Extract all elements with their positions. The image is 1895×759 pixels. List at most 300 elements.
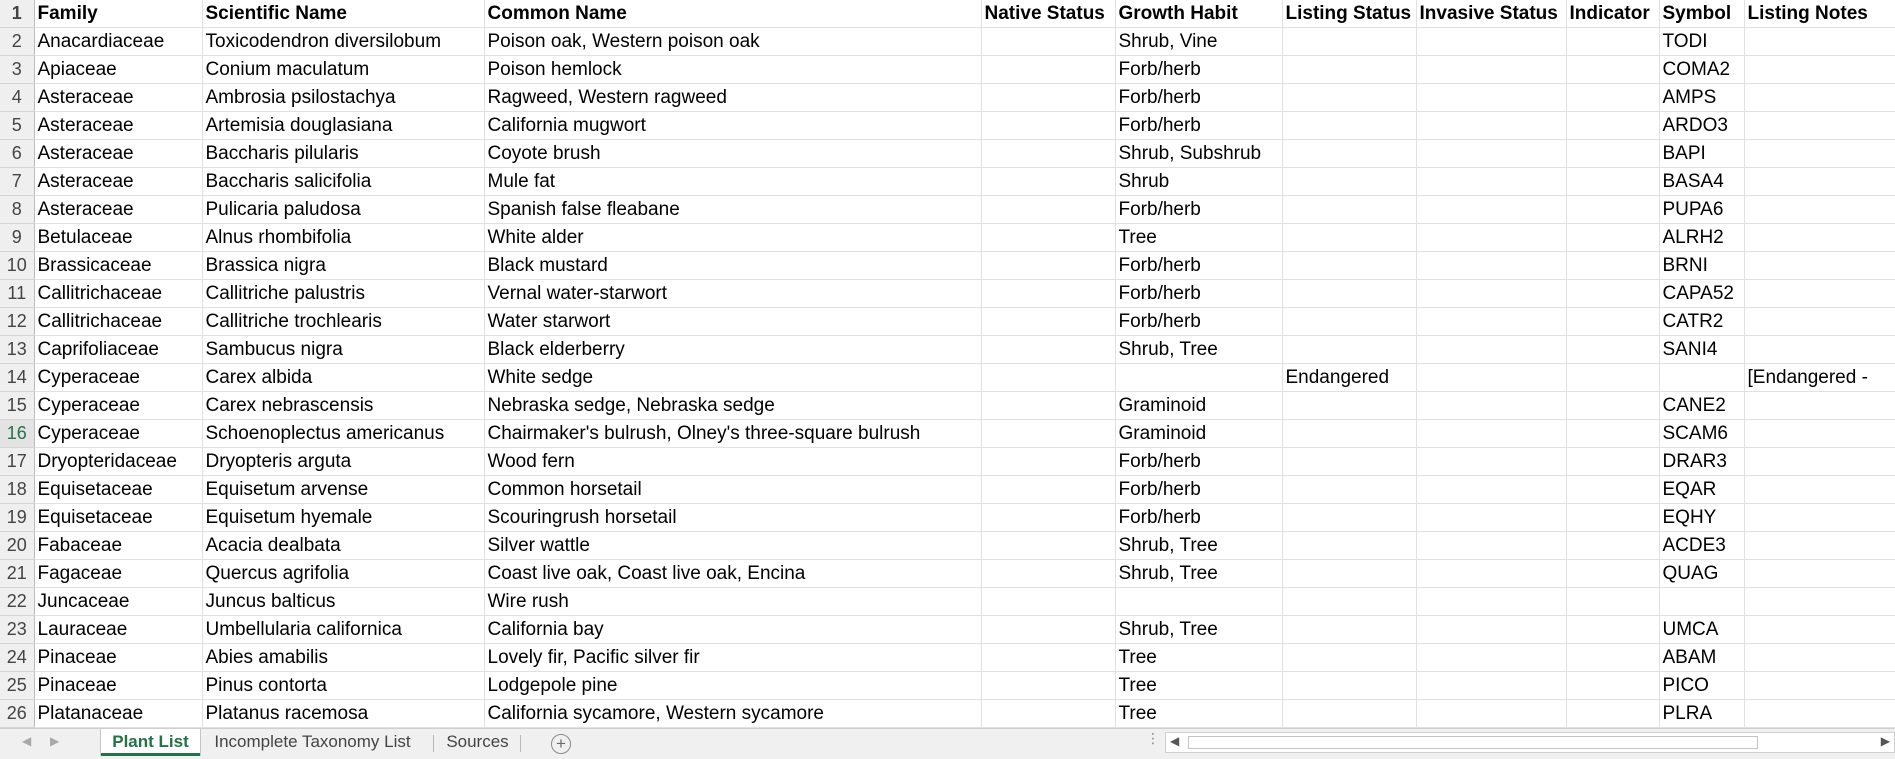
cell-listing-status[interactable]	[1282, 140, 1416, 168]
row-header[interactable]: 18	[0, 476, 34, 504]
cell-listing-notes[interactable]	[1744, 56, 1895, 84]
cell-common-name[interactable]: Wire rush	[484, 588, 981, 616]
cell-symbol[interactable]: BRNI	[1659, 252, 1744, 280]
cell-native-status[interactable]	[981, 644, 1115, 672]
cell-growth-habit[interactable]: Forb/herb	[1115, 448, 1282, 476]
cell-native-status[interactable]	[981, 448, 1115, 476]
cell-listing-status[interactable]	[1282, 308, 1416, 336]
row-header[interactable]: 3	[0, 56, 34, 84]
cell-family[interactable]: Lauraceae	[34, 616, 202, 644]
cell-indicator[interactable]	[1566, 672, 1659, 700]
cell-growth-habit[interactable]: Graminoid	[1115, 392, 1282, 420]
cell-listing-notes[interactable]	[1744, 588, 1895, 616]
cell-family[interactable]: Anacardiaceae	[34, 28, 202, 56]
cell-symbol[interactable]: UMCA	[1659, 616, 1744, 644]
row-header[interactable]: 11	[0, 280, 34, 308]
cell-invasive-status[interactable]	[1416, 168, 1566, 196]
cell-symbol[interactable]	[1659, 588, 1744, 616]
cell-family[interactable]: Pinaceae	[34, 672, 202, 700]
cell-indicator[interactable]	[1566, 168, 1659, 196]
cell-native-status[interactable]	[981, 336, 1115, 364]
cell-family[interactable]: Cyperaceae	[34, 420, 202, 448]
cell-common-name[interactable]: Mule fat	[484, 168, 981, 196]
row-header[interactable]: 13	[0, 336, 34, 364]
cell-family[interactable]: Equisetaceae	[34, 504, 202, 532]
cell-invasive-status[interactable]	[1416, 560, 1566, 588]
cell-invasive-status[interactable]	[1416, 140, 1566, 168]
cell-growth-habit[interactable]: Shrub, Subshrub	[1115, 140, 1282, 168]
cell-common-name[interactable]: California bay	[484, 616, 981, 644]
row-header[interactable]: 22	[0, 588, 34, 616]
cell-growth-habit[interactable]: Forb/herb	[1115, 280, 1282, 308]
cell-listing-status[interactable]	[1282, 84, 1416, 112]
cell-symbol[interactable]: CANE2	[1659, 392, 1744, 420]
sheet-tab-bar	[0, 728, 1895, 759]
cell-family[interactable]: Callitrichaceae	[34, 280, 202, 308]
previous-sheet-icon[interactable]: ◀	[22, 734, 32, 748]
cell-listing-status[interactable]	[1282, 224, 1416, 252]
cell-native-status[interactable]	[981, 476, 1115, 504]
cell-indicator[interactable]	[1566, 588, 1659, 616]
cell-growth-habit[interactable]: Shrub, Tree	[1115, 532, 1282, 560]
cell-listing-status[interactable]	[1282, 252, 1416, 280]
row-header[interactable]: 25	[0, 672, 34, 700]
cell-family[interactable]: Asteraceae	[34, 196, 202, 224]
cell-common-name[interactable]: Vernal water-starwort	[484, 280, 981, 308]
cell-listing-notes[interactable]	[1744, 700, 1895, 728]
cell-indicator[interactable]	[1566, 336, 1659, 364]
cell-listing-status[interactable]	[1282, 644, 1416, 672]
cell-growth-habit[interactable]: Shrub, Vine	[1115, 28, 1282, 56]
cell-common-name[interactable]: Ragweed, Western ragweed	[484, 84, 981, 112]
cell-indicator[interactable]	[1566, 448, 1659, 476]
cell-family[interactable]: Asteraceae	[34, 84, 202, 112]
cell-common-name[interactable]: Poison oak, Western poison oak	[484, 28, 981, 56]
cell-invasive-status[interactable]	[1416, 672, 1566, 700]
cell-indicator[interactable]	[1566, 532, 1659, 560]
cell-common-name[interactable]: Silver wattle	[484, 532, 981, 560]
column-header-growth-habit[interactable]: Growth Habit	[1115, 0, 1282, 28]
cell-listing-notes[interactable]	[1744, 280, 1895, 308]
column-header-scientific-name[interactable]: Scientific Name	[202, 0, 484, 28]
cell-scientific-name[interactable]: Pinus contorta	[202, 672, 484, 700]
cell-listing-notes[interactable]	[1744, 84, 1895, 112]
cell-symbol[interactable]: ABAM	[1659, 644, 1744, 672]
cell-invasive-status[interactable]	[1416, 448, 1566, 476]
cell-symbol[interactable]	[1659, 364, 1744, 392]
horizontal-scrollbar[interactable]	[1165, 732, 1895, 753]
row-header[interactable]: 16	[0, 420, 34, 448]
cell-listing-status[interactable]	[1282, 168, 1416, 196]
cell-scientific-name[interactable]: Ambrosia psilostachya	[202, 84, 484, 112]
cell-indicator[interactable]	[1566, 364, 1659, 392]
column-header-symbol[interactable]: Symbol	[1659, 0, 1744, 28]
cell-growth-habit[interactable]: Forb/herb	[1115, 84, 1282, 112]
row-header[interactable]: 26	[0, 700, 34, 728]
cell-indicator[interactable]	[1566, 224, 1659, 252]
cell-invasive-status[interactable]	[1416, 196, 1566, 224]
next-sheet-icon[interactable]: ▶	[50, 734, 60, 748]
row-header[interactable]: 23	[0, 616, 34, 644]
cell-common-name[interactable]: Common horsetail	[484, 476, 981, 504]
cell-growth-habit[interactable]: Shrub	[1115, 168, 1282, 196]
cell-scientific-name[interactable]: Acacia dealbata	[202, 532, 484, 560]
cell-listing-status[interactable]	[1282, 56, 1416, 84]
cell-native-status[interactable]	[981, 672, 1115, 700]
cell-invasive-status[interactable]	[1416, 224, 1566, 252]
cell-common-name[interactable]: Coyote brush	[484, 140, 981, 168]
cell-listing-notes[interactable]	[1744, 672, 1895, 700]
cell-listing-notes[interactable]	[1744, 168, 1895, 196]
cell-family[interactable]: Platanaceae	[34, 700, 202, 728]
cell-growth-habit[interactable]: Forb/herb	[1115, 252, 1282, 280]
cell-symbol[interactable]: EQAR	[1659, 476, 1744, 504]
cell-indicator[interactable]	[1566, 504, 1659, 532]
cell-growth-habit[interactable]: Forb/herb	[1115, 56, 1282, 84]
row-header[interactable]: 2	[0, 28, 34, 56]
row-header[interactable]: 10	[0, 252, 34, 280]
cell-common-name[interactable]: Black mustard	[484, 252, 981, 280]
cell-listing-status[interactable]	[1282, 420, 1416, 448]
cell-family[interactable]: Cyperaceae	[34, 364, 202, 392]
cell-invasive-status[interactable]	[1416, 532, 1566, 560]
cell-symbol[interactable]: TODI	[1659, 28, 1744, 56]
cell-listing-status[interactable]	[1282, 28, 1416, 56]
cell-family[interactable]: Brassicaceae	[34, 252, 202, 280]
tab-plant-list[interactable]: Plant List	[101, 729, 200, 756]
cell-listing-notes[interactable]	[1744, 252, 1895, 280]
cell-scientific-name[interactable]: Brassica nigra	[202, 252, 484, 280]
cell-native-status[interactable]	[981, 112, 1115, 140]
scroll-right-icon[interactable]: ▶	[1880, 734, 1890, 748]
cell-symbol[interactable]: BASA4	[1659, 168, 1744, 196]
cell-indicator[interactable]	[1566, 560, 1659, 588]
cell-indicator[interactable]	[1566, 644, 1659, 672]
cell-listing-notes[interactable]	[1744, 336, 1895, 364]
cell-growth-habit[interactable]: Forb/herb	[1115, 112, 1282, 140]
cell-symbol[interactable]: EQHY	[1659, 504, 1744, 532]
cell-scientific-name[interactable]: Abies amabilis	[202, 644, 484, 672]
cell-family[interactable]: Fabaceae	[34, 532, 202, 560]
cell-indicator[interactable]	[1566, 308, 1659, 336]
cell-family[interactable]: Juncaceae	[34, 588, 202, 616]
cell-family[interactable]: Pinaceae	[34, 644, 202, 672]
cell-family[interactable]: Asteraceae	[34, 168, 202, 196]
row-header[interactable]: 1	[0, 0, 34, 28]
cell-symbol[interactable]: CATR2	[1659, 308, 1744, 336]
cell-listing-notes[interactable]	[1744, 392, 1895, 420]
cell-native-status[interactable]	[981, 560, 1115, 588]
cell-listing-status[interactable]	[1282, 336, 1416, 364]
cell-common-name[interactable]: Nebraska sedge, Nebraska sedge	[484, 392, 981, 420]
cell-invasive-status[interactable]	[1416, 476, 1566, 504]
cell-native-status[interactable]	[981, 364, 1115, 392]
cell-listing-notes[interactable]	[1744, 196, 1895, 224]
cell-common-name[interactable]: Black elderberry	[484, 336, 981, 364]
cell-listing-notes[interactable]	[1744, 112, 1895, 140]
cell-listing-status[interactable]	[1282, 672, 1416, 700]
cell-scientific-name[interactable]: Equisetum arvense	[202, 476, 484, 504]
row-header[interactable]: 14	[0, 364, 34, 392]
cell-growth-habit[interactable]: Tree	[1115, 224, 1282, 252]
cell-indicator[interactable]	[1566, 84, 1659, 112]
cell-growth-habit[interactable]	[1115, 364, 1282, 392]
add-sheet-icon[interactable]: +	[551, 734, 571, 754]
cell-indicator[interactable]	[1566, 112, 1659, 140]
cell-growth-habit[interactable]: Tree	[1115, 700, 1282, 728]
cell-native-status[interactable]	[981, 252, 1115, 280]
cell-listing-status[interactable]	[1282, 476, 1416, 504]
tab-incomplete-taxonomy-list[interactable]: Incomplete Taxonomy List	[214, 732, 411, 751]
cell-scientific-name[interactable]: Dryopteris arguta	[202, 448, 484, 476]
cell-scientific-name[interactable]: Sambucus nigra	[202, 336, 484, 364]
cell-listing-notes[interactable]	[1744, 532, 1895, 560]
cell-invasive-status[interactable]	[1416, 112, 1566, 140]
cell-listing-status[interactable]	[1282, 392, 1416, 420]
cell-listing-notes[interactable]	[1744, 308, 1895, 336]
cell-common-name[interactable]: Water starwort	[484, 308, 981, 336]
cell-native-status[interactable]	[981, 280, 1115, 308]
cell-listing-notes[interactable]	[1744, 28, 1895, 56]
cell-growth-habit[interactable]: Shrub, Tree	[1115, 336, 1282, 364]
cell-growth-habit[interactable]	[1115, 588, 1282, 616]
cell-indicator[interactable]	[1566, 28, 1659, 56]
cell-invasive-status[interactable]	[1416, 252, 1566, 280]
cell-invasive-status[interactable]	[1416, 56, 1566, 84]
cell-listing-notes[interactable]	[1744, 224, 1895, 252]
cell-family[interactable]: Callitrichaceae	[34, 308, 202, 336]
cell-indicator[interactable]	[1566, 280, 1659, 308]
cell-indicator[interactable]	[1566, 252, 1659, 280]
cell-invasive-status[interactable]	[1416, 308, 1566, 336]
cell-growth-habit[interactable]: Shrub, Tree	[1115, 616, 1282, 644]
cell-growth-habit[interactable]: Tree	[1115, 644, 1282, 672]
cell-listing-notes[interactable]	[1744, 644, 1895, 672]
cell-listing-notes[interactable]: [Endangered -	[1744, 364, 1895, 392]
cell-common-name[interactable]: Lovely fir, Pacific silver fir	[484, 644, 981, 672]
row-header[interactable]: 12	[0, 308, 34, 336]
cell-growth-habit[interactable]: Forb/herb	[1115, 196, 1282, 224]
cell-scientific-name[interactable]: Umbellularia californica	[202, 616, 484, 644]
cell-symbol[interactable]: PUPA6	[1659, 196, 1744, 224]
tab-sources[interactable]: Sources	[446, 732, 509, 751]
cell-symbol[interactable]: PLRA	[1659, 700, 1744, 728]
cell-common-name[interactable]: Lodgepole pine	[484, 672, 981, 700]
cell-listing-status[interactable]: Endangered	[1282, 364, 1416, 392]
cell-listing-status[interactable]	[1282, 616, 1416, 644]
cell-indicator[interactable]	[1566, 420, 1659, 448]
cell-family[interactable]: Asteraceae	[34, 140, 202, 168]
cell-indicator[interactable]	[1566, 196, 1659, 224]
column-header-indicator[interactable]: Indicator	[1566, 0, 1659, 28]
cell-listing-status[interactable]	[1282, 112, 1416, 140]
cell-listing-status[interactable]	[1282, 700, 1416, 728]
cell-indicator[interactable]	[1566, 392, 1659, 420]
cell-scientific-name[interactable]: Carex nebrascensis	[202, 392, 484, 420]
cell-symbol[interactable]: COMA2	[1659, 56, 1744, 84]
cell-scientific-name[interactable]: Baccharis salicifolia	[202, 168, 484, 196]
cell-native-status[interactable]	[981, 28, 1115, 56]
cell-listing-status[interactable]	[1282, 448, 1416, 476]
cell-symbol[interactable]: SCAM6	[1659, 420, 1744, 448]
cell-common-name[interactable]: White sedge	[484, 364, 981, 392]
cell-family[interactable]: Fagaceae	[34, 560, 202, 588]
cell-symbol[interactable]: DRAR3	[1659, 448, 1744, 476]
cell-native-status[interactable]	[981, 588, 1115, 616]
cell-native-status[interactable]	[981, 140, 1115, 168]
cell-family[interactable]: Equisetaceae	[34, 476, 202, 504]
cell-invasive-status[interactable]	[1416, 280, 1566, 308]
column-header-listing-notes[interactable]: Listing Notes	[1744, 0, 1895, 28]
cell-scientific-name[interactable]: Artemisia douglasiana	[202, 112, 484, 140]
cell-listing-status[interactable]	[1282, 280, 1416, 308]
cell-native-status[interactable]	[981, 392, 1115, 420]
row-header[interactable]: 20	[0, 532, 34, 560]
cell-native-status[interactable]	[981, 308, 1115, 336]
cell-growth-habit[interactable]: Forb/herb	[1115, 504, 1282, 532]
cell-growth-habit[interactable]: Forb/herb	[1115, 476, 1282, 504]
cell-scientific-name[interactable]: Platanus racemosa	[202, 700, 484, 728]
cell-indicator[interactable]	[1566, 140, 1659, 168]
cell-invasive-status[interactable]	[1416, 336, 1566, 364]
cell-scientific-name[interactable]: Schoenoplectus americanus	[202, 420, 484, 448]
cell-native-status[interactable]	[981, 224, 1115, 252]
row-header[interactable]: 7	[0, 168, 34, 196]
cell-common-name[interactable]: California mugwort	[484, 112, 981, 140]
cell-growth-habit[interactable]: Forb/herb	[1115, 308, 1282, 336]
cell-native-status[interactable]	[981, 56, 1115, 84]
row-header[interactable]: 9	[0, 224, 34, 252]
row-header[interactable]: 24	[0, 644, 34, 672]
cell-scientific-name[interactable]: Alnus rhombifolia	[202, 224, 484, 252]
cell-listing-status[interactable]	[1282, 504, 1416, 532]
cell-listing-status[interactable]	[1282, 560, 1416, 588]
cell-listing-notes[interactable]	[1744, 420, 1895, 448]
cell-listing-notes[interactable]	[1744, 476, 1895, 504]
cell-common-name[interactable]: Chairmaker's bulrush, Olney's three-square bulrush	[484, 420, 981, 448]
column-header-family[interactable]: Family	[34, 0, 202, 28]
cell-invasive-status[interactable]	[1416, 588, 1566, 616]
cell-growth-habit[interactable]: Graminoid	[1115, 420, 1282, 448]
cell-scientific-name[interactable]: Pulicaria paludosa	[202, 196, 484, 224]
cell-symbol[interactable]: QUAG	[1659, 560, 1744, 588]
cell-native-status[interactable]	[981, 532, 1115, 560]
cell-family[interactable]: Cyperaceae	[34, 392, 202, 420]
scrollbar-thumb[interactable]	[1188, 736, 1758, 749]
row-header[interactable]: 6	[0, 140, 34, 168]
cell-indicator[interactable]	[1566, 616, 1659, 644]
cell-indicator[interactable]	[1566, 476, 1659, 504]
cell-family[interactable]: Caprifoliaceae	[34, 336, 202, 364]
column-header-listing-status[interactable]: Listing Status	[1282, 0, 1416, 28]
cell-scientific-name[interactable]: Juncus balticus	[202, 588, 484, 616]
row-header[interactable]: 4	[0, 84, 34, 112]
cell-indicator[interactable]	[1566, 700, 1659, 728]
cell-invasive-status[interactable]	[1416, 28, 1566, 56]
cell-listing-status[interactable]	[1282, 532, 1416, 560]
cell-growth-habit[interactable]: Shrub, Tree	[1115, 560, 1282, 588]
cell-family[interactable]: Apiaceae	[34, 56, 202, 84]
cell-invasive-status[interactable]	[1416, 644, 1566, 672]
cell-scientific-name[interactable]: Carex albida	[202, 364, 484, 392]
cell-symbol[interactable]: BAPI	[1659, 140, 1744, 168]
cell-symbol[interactable]: ALRH2	[1659, 224, 1744, 252]
column-header-invasive-status[interactable]: Invasive Status	[1416, 0, 1566, 28]
cell-scientific-name[interactable]: Callitriche trochlearis	[202, 308, 484, 336]
cell-common-name[interactable]: Wood fern	[484, 448, 981, 476]
cell-symbol[interactable]: ACDE3	[1659, 532, 1744, 560]
cell-scientific-name[interactable]: Toxicodendron diversilobum	[202, 28, 484, 56]
cell-scientific-name[interactable]: Callitriche palustris	[202, 280, 484, 308]
cell-growth-habit[interactable]: Tree	[1115, 672, 1282, 700]
cell-scientific-name[interactable]: Conium maculatum	[202, 56, 484, 84]
cell-scientific-name[interactable]: Quercus agrifolia	[202, 560, 484, 588]
cell-symbol[interactable]: ARDO3	[1659, 112, 1744, 140]
cell-symbol[interactable]: CAPA52	[1659, 280, 1744, 308]
cell-listing-notes[interactable]	[1744, 616, 1895, 644]
cell-native-status[interactable]	[981, 700, 1115, 728]
cell-invasive-status[interactable]	[1416, 700, 1566, 728]
cell-native-status[interactable]	[981, 616, 1115, 644]
cell-invasive-status[interactable]	[1416, 504, 1566, 532]
cell-invasive-status[interactable]	[1416, 616, 1566, 644]
cell-listing-notes[interactable]	[1744, 504, 1895, 532]
cell-scientific-name[interactable]: Equisetum hyemale	[202, 504, 484, 532]
cell-listing-notes[interactable]	[1744, 448, 1895, 476]
cell-common-name[interactable]: White alder	[484, 224, 981, 252]
cell-native-status[interactable]	[981, 504, 1115, 532]
tab-split-handle-icon[interactable]: ⋮	[1146, 730, 1160, 746]
cell-listing-notes[interactable]	[1744, 560, 1895, 588]
cell-listing-status[interactable]	[1282, 588, 1416, 616]
cell-symbol[interactable]: PICO	[1659, 672, 1744, 700]
cell-symbol[interactable]: SANI4	[1659, 336, 1744, 364]
row-header[interactable]: 15	[0, 392, 34, 420]
row-header[interactable]: 21	[0, 560, 34, 588]
cell-common-name[interactable]: Poison hemlock	[484, 56, 981, 84]
cell-invasive-status[interactable]	[1416, 392, 1566, 420]
cell-native-status[interactable]	[981, 84, 1115, 112]
cell-invasive-status[interactable]	[1416, 84, 1566, 112]
cell-listing-notes[interactable]	[1744, 140, 1895, 168]
cell-native-status[interactable]	[981, 420, 1115, 448]
row-header[interactable]: 19	[0, 504, 34, 532]
cell-family[interactable]: Asteraceae	[34, 112, 202, 140]
row-header[interactable]: 5	[0, 112, 34, 140]
cell-indicator[interactable]	[1566, 56, 1659, 84]
cell-common-name[interactable]: California sycamore, Western sycamore	[484, 700, 981, 728]
scroll-left-icon[interactable]: ◀	[1170, 734, 1180, 748]
header-row	[0, 0, 1895, 28]
cell-native-status[interactable]	[981, 196, 1115, 224]
row-header[interactable]: 17	[0, 448, 34, 476]
cell-common-name[interactable]: Scouringrush horsetail	[484, 504, 981, 532]
cell-symbol[interactable]: AMPS	[1659, 84, 1744, 112]
cell-scientific-name[interactable]: Baccharis pilularis	[202, 140, 484, 168]
cell-listing-status[interactable]	[1282, 196, 1416, 224]
row-header[interactable]: 8	[0, 196, 34, 224]
cell-invasive-status[interactable]	[1416, 420, 1566, 448]
cell-family[interactable]: Dryopteridaceae	[34, 448, 202, 476]
cell-invasive-status[interactable]	[1416, 364, 1566, 392]
cell-native-status[interactable]	[981, 168, 1115, 196]
cell-family[interactable]: Betulaceae	[34, 224, 202, 252]
column-header-native-status[interactable]: Native Status	[981, 0, 1115, 28]
cell-common-name[interactable]: Spanish false fleabane	[484, 196, 981, 224]
tab-separator	[433, 735, 434, 752]
cell-common-name[interactable]: Coast live oak, Coast live oak, Encina	[484, 560, 981, 588]
column-header-common-name[interactable]: Common Name	[484, 0, 981, 28]
